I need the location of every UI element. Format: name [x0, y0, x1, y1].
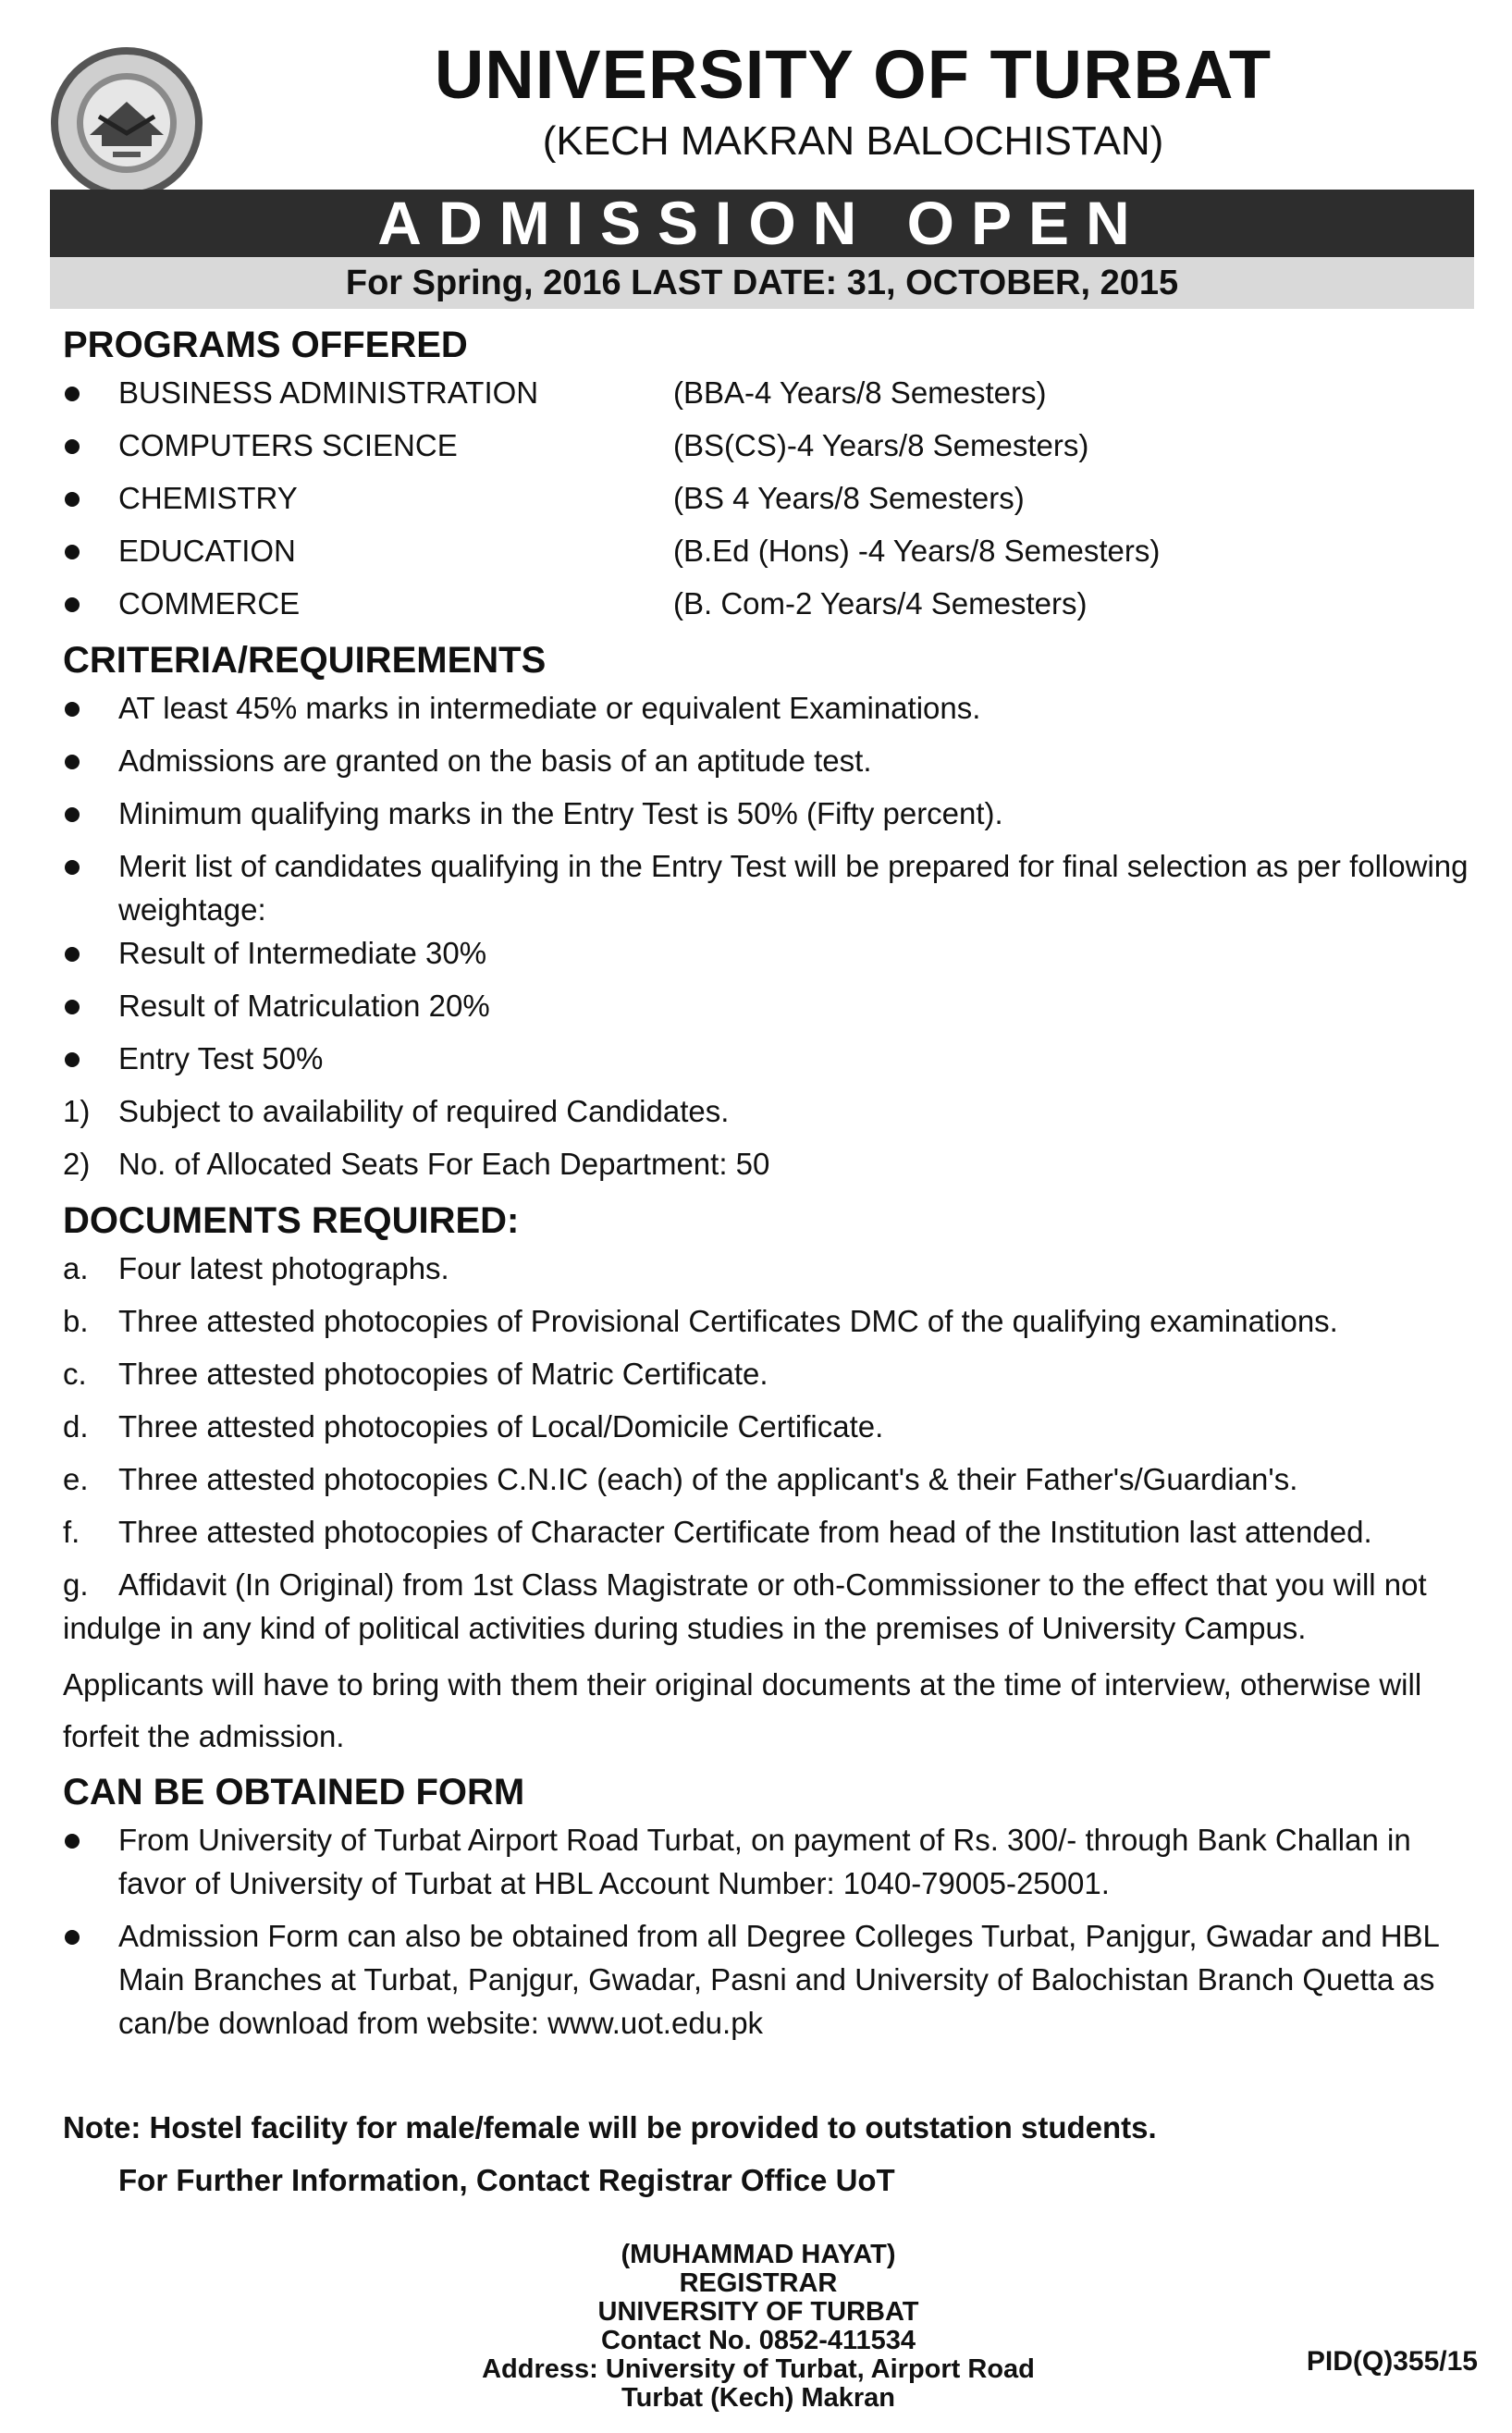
- program-item: [63, 371, 1469, 424]
- bullet-icon: [65, 947, 80, 962]
- criteria-text: Merit list of candidates qualifying in the Entry Test will be prepared for final selection as per following weightage:: [118, 849, 1469, 927]
- program-item: [63, 529, 1469, 582]
- program-name: EDUCATION: [118, 534, 296, 568]
- bullet-icon: [65, 545, 80, 559]
- signatory-designation: REGISTRAR: [679, 2268, 838, 2298]
- criteria-item: [63, 739, 1469, 792]
- bullet-icon: [65, 807, 80, 822]
- document-text: Affidavit (In Original) from 1st Class Magistrate or oth-Commissioner to the effect that you will not indulge in any kind of political activities during studies in the premises of University Campus.: [63, 1567, 1427, 1645]
- criteria-text: Admissions are granted on the basis of an aptitude test.: [118, 743, 872, 778]
- signatory-organization: UNIVERSITY OF TURBAT: [597, 2297, 919, 2327]
- criteria-text: Subject to availability of required Candidates.: [118, 1094, 730, 1128]
- program-name: CHEMISTRY: [118, 481, 298, 515]
- criteria-item: [63, 931, 1469, 984]
- documents-heading: DOCUMENTS REQUIRED:: [63, 1200, 520, 1241]
- session-dateline: For Spring, 2016 LAST DATE: 31, OCTOBER, 2015: [50, 257, 1474, 309]
- bullet-icon: [65, 1834, 80, 1849]
- university-location: (KECH MAKRAN BALOCHISTAN): [542, 118, 1164, 164]
- bullet-icon: [65, 1930, 80, 1945]
- criteria-numbered-item: [63, 1089, 1469, 1142]
- program-detail: (B.Ed (Hons) -4 Years/8 Semesters): [673, 534, 1161, 568]
- document-item: [63, 1352, 1469, 1405]
- program-name: COMMERCE: [118, 586, 301, 621]
- criteria-text: No. of Allocated Seats For Each Department: 50: [118, 1147, 770, 1181]
- bullet-icon: [65, 1052, 80, 1067]
- document-item: [63, 1247, 1469, 1299]
- criteria-item: [63, 844, 1469, 931]
- hostel-note: Note: Hostel facility for male/female will be provided to outstation students.: [63, 2110, 1157, 2144]
- document-item: [63, 1457, 1469, 1510]
- program-detail: (BS(CS)-4 Years/8 Semesters): [673, 428, 1089, 462]
- item-marker: a.: [63, 1251, 89, 1285]
- program-item: [63, 476, 1469, 529]
- applicants-note: Applicants will have to bring with them their original documents at the time of interview, otherwise will forfeit the admission.: [63, 1667, 1422, 1753]
- document-item: [63, 1299, 1469, 1352]
- criteria-heading: CRITERIA/REQUIREMENTS: [63, 640, 547, 681]
- bullet-icon: [65, 1000, 80, 1014]
- item-marker: e.: [63, 1462, 89, 1496]
- bullet-icon: [65, 755, 80, 769]
- criteria-text: Minimum qualifying marks in the Entry Test is 50% (Fifty percent).: [118, 796, 1003, 830]
- signatory-name: (MUHAMMAD HAYAT): [621, 2240, 896, 2269]
- main-content: [63, 319, 1469, 2045]
- criteria-item: [63, 984, 1469, 1037]
- program-item: [63, 582, 1469, 634]
- signatory-address-city: Turbat (Kech) Makran: [621, 2383, 895, 2413]
- signatory-contact: Contact No. 0852-411534: [600, 2326, 916, 2355]
- item-marker: 2): [63, 1147, 91, 1181]
- further-info: For Further Information, Contact Registrar Office UoT: [118, 2163, 895, 2197]
- bullet-icon: [65, 492, 80, 507]
- document-text: Three attested photocopies of Character Certificate from head of the Institution last attended.: [118, 1515, 1372, 1549]
- item-marker: 1): [63, 1094, 91, 1128]
- criteria-text: AT least 45% marks in intermediate or equivalent Examinations.: [118, 691, 981, 725]
- program-name: COMPUTERS SCIENCE: [118, 428, 458, 462]
- item-marker: g.: [63, 1567, 89, 1602]
- document-item: [63, 1510, 1469, 1563]
- bullet-icon: [65, 387, 80, 401]
- document-text: Four latest photographs.: [118, 1251, 449, 1285]
- document-text: Three attested photocopies of Local/Domicile Certificate.: [118, 1409, 884, 1444]
- document-text: Three attested photocopies C.N.IC (each) of the applicant's & their Father's/Guardian's.: [118, 1462, 1298, 1496]
- item-marker: c.: [63, 1357, 87, 1391]
- criteria-item: [63, 1037, 1469, 1089]
- item-marker: b.: [63, 1304, 89, 1338]
- pid-number: PID(Q)355/15: [1306, 2346, 1478, 2377]
- signatory-address: Address: University of Turbat, Airport Road: [482, 2354, 1035, 2384]
- criteria-item: [63, 686, 1469, 739]
- program-detail: (B. Com-2 Years/4 Semesters): [673, 586, 1088, 621]
- item-marker: d.: [63, 1409, 89, 1444]
- document-text: Three attested photocopies of Matric Certificate.: [118, 1357, 768, 1391]
- program-item: [63, 424, 1469, 476]
- criteria-text: Result of Matriculation 20%: [118, 989, 490, 1023]
- criteria-numbered-item: [63, 1142, 1469, 1195]
- program-detail: (BBA-4 Years/8 Semesters): [673, 375, 1047, 410]
- form-item: [63, 1914, 1469, 2045]
- form-text: From University of Turbat Airport Road Turbat, on payment of Rs. 300/- through Bank Challan in favor of University of Turbat at HBL Account Number: 1040-79005-25001.: [118, 1823, 1411, 1900]
- bullet-icon: [65, 597, 80, 612]
- item-marker: f.: [63, 1515, 80, 1549]
- admission-banner: ADMISSION OPEN: [50, 190, 1474, 257]
- form-item: [63, 1818, 1469, 1914]
- criteria-text: Entry Test 50%: [118, 1041, 324, 1075]
- bullet-icon: [65, 860, 80, 875]
- bullet-icon: [65, 702, 80, 717]
- university-title: UNIVERSITY OF TURBAT: [434, 36, 1272, 113]
- programs-heading: PROGRAMS OFFERED: [63, 325, 468, 365]
- program-name: BUSINESS ADMINISTRATION: [118, 375, 539, 410]
- form-heading: CAN BE OBTAINED FORM: [63, 1772, 525, 1812]
- document-item: [63, 1405, 1469, 1457]
- criteria-item: [63, 792, 1469, 844]
- document-text: Three attested photocopies of Provisional Certificates DMC of the qualifying examinations.: [118, 1304, 1338, 1338]
- criteria-text: Result of Intermediate 30%: [118, 936, 487, 970]
- form-text: Admission Form can also be obtained from all Degree Colleges Turbat, Panjgur, Gwadar and HBL Main Branches at Turbat, Panjgur, Gwadar, Pasni and University of Balochistan Branch Quetta as can/be download from website: www.uot.edu.pk: [118, 1919, 1439, 2040]
- document-item-g: [63, 1563, 1469, 1659]
- university-seal-icon: [48, 44, 205, 202]
- program-detail: (BS 4 Years/8 Semesters): [673, 481, 1025, 515]
- bullet-icon: [65, 439, 80, 454]
